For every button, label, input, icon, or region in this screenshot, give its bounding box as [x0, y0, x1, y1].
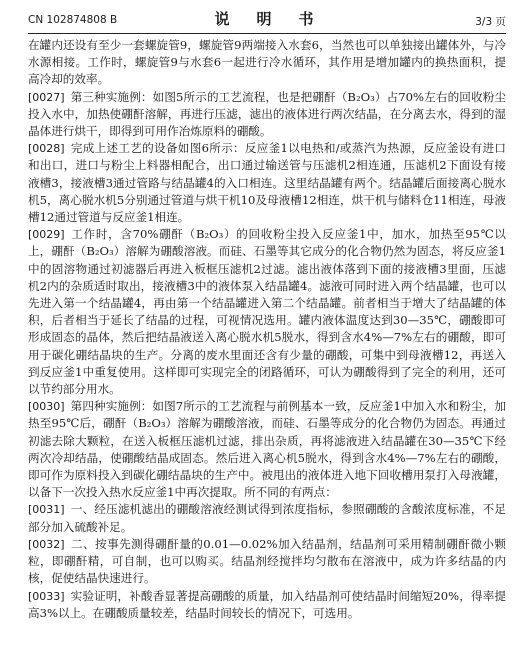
paragraph-number: [0033] [28, 589, 65, 603]
publication-number: CN 102874808 B [28, 14, 118, 26]
paragraph-number: [0030] [28, 400, 65, 414]
paragraph-0031 [28, 501, 506, 535]
document-title: 说 明 书 [214, 10, 320, 28]
paragraph-text: 第三种实施例：如图5所示的工艺流程，也是把硼酐（B₂O₃）占70%左右的回收粉尘投入水中，加热使硼酐溶解，再进行压滤，滤出的液体进行两次结晶，在分离去水，得到的湿晶体进行烘干，即得到可用作冶炼原料的硼酸。 [28, 89, 506, 139]
paragraph-text: 完成上述工艺的设备如图6所示：反应釜1以电热和/或蒸汽为热源，反应釜设有进口和出口，进口与粉尘上料器相配合，出口通过输送管与压滤机2相连通，压滤机2下面设有接液槽3，接液槽3通过管路与结晶罐4的入口相连。这里结晶罐有两个。结晶罐后面接离心脱水机5，离心脱水机5分别通过管道与烘干机10及母液槽12相连，烘干机与储料仓11相连，母液槽12通过管道与反应釜1相连。 [28, 141, 506, 225]
description-body [28, 33, 506, 622]
paragraph-number: [0028] [28, 142, 65, 156]
paragraph-number: [0032] [28, 537, 65, 551]
paragraph-text: 第四种实施例：如图7所示的工艺流程与前例基本一致，反应釜1中加入水和粉尘，加热至95℃后，硼酐（B₂O₃）溶解为硼酸溶液，而硅、石墨等成分的化合物仍为固态。再通过初滤去除大颗粒，在送入板框压滤机过滤，排出杂质，再将滤液进入结晶罐在30—35℃下经两次冷却结晶，使硼酸结晶成固态。然后进入离心机5脱水，得到含水4%—7%左右的硼酸，即可作为原料投入到碳化硼结晶块的生产中。被甩出的液体进入地下回收槽用泵打入母液罐，以备下一次投入热水反应釜1中再次提取。所不同的有两点： [28, 399, 506, 500]
paragraph-text: 工作时，含70%硼酐（B₂O₃）的回收粉尘投入反应釜1中，加水，加热至95℃以上，硼酐（B₂O₃）溶解为硼酸溶液。而硅、石墨等其它成分的化合物仍然为固态，将反应釜1中的固溶物通过初滤器后再进入板框压滤机2过滤。滤出液体落到下面的接液槽3里面，压滤机2内的杂质适时取出，接液槽3中的液体泵入结晶罐4。滤液可同时进入两个结晶罐，也可以先进入第一个结晶罐4，再由第一个结晶罐进入第二个结晶罐。前者相当于增大了结晶罐的体积，后者相当于延长了结晶的过程，可视情况选用。罐内液体温度达到30—35℃，硼酸即可形成固态的晶体，然后把结晶液送入离心脱水机5脱水，得到含水4%—7%左右的硼酸，即可用于碳化硼结晶块的生产。分离的废水里面还含有少量的硼酸，可集中到母液槽12，再送入到反应釜1中重复使用。这样即可实现完全的闭路循环，可认为硼酸得到了完全的利用，还可以节约部分用水。 [28, 227, 506, 397]
paragraph-text: 在罐内还设有至少一套螺旋管9，螺旋管9两端接入水套6，当然也可以单独接出罐体外，与冷水源相接。工作时，螺旋管9与水套6一起进行冷水循环，其作用是增加罐内的换热面积，提高冷却的效率。 [28, 38, 506, 87]
paragraph-text: 实验证明，补酸香显著提高硼酸的质量，加入结晶剂可使结晶时间缩短20%，得率提高3%以上。在硼酸质量较差，结晶时间较长的情况下，可选用。 [28, 588, 506, 620]
paragraph-0028 [28, 140, 506, 226]
page-indicator: 3/3 页 [475, 16, 506, 28]
paragraph-0032 [28, 536, 506, 588]
header-rule [28, 33, 506, 34]
paragraph-text: 一、经压滤机滤出的硼酸溶液经测试得到浓度指标，参照硼酸的含酸浓度标准，不足部分加入硫酸补足。 [28, 502, 506, 534]
paragraph-continuation [28, 37, 506, 89]
paragraph-0033 [28, 588, 506, 622]
paragraph-0027 [28, 89, 506, 141]
page-header [28, 0, 506, 33]
paragraph-0029 [28, 226, 506, 398]
paragraph-0030 [28, 398, 506, 501]
paragraph-number: [0027] [28, 90, 65, 104]
paragraph-number: [0029] [28, 228, 65, 242]
paragraph-number: [0031] [28, 503, 65, 517]
paragraph-text: 二、按事先测得硼酐量的0.01—0.02%加入结晶剂，结晶剂可采用精制硼酐微小颗粒，即硼酐精，可自制，也可以购买。结晶剂经搅拌均匀散布在溶液中，成为许多结晶的内核，促使结晶快速进行。 [28, 536, 506, 586]
